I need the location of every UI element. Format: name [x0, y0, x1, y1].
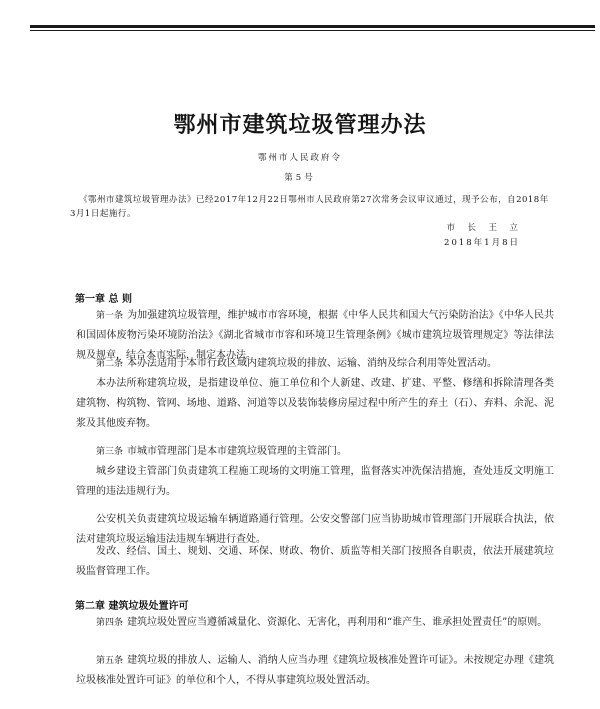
- article-text: 市城市管理部门是本市建筑垃圾管理的主管部门。: [127, 446, 348, 457]
- paragraph: 公安机关负责建筑垃圾运输车辆道路通行管理。公安交警部门应当协助城市管理部门开展联合执法，依法对建筑垃圾运输违法违规车辆进行查处。: [76, 514, 554, 545]
- article-text: 本办法适用于本市行政区域内建筑垃圾的排放、运输、消纳及综合利用等处置活动。: [127, 358, 498, 369]
- paragraph: 本办法所称建筑垃圾，是指建设单位、施工单位和个人新建、改建、扩建、平整、修缮和拆除清理各类建筑物、构筑物、管网、场地、道路、河道等以及装饰装修房屋过程中所产生的弃土（石）、弃料、余泥、泥浆及其他废弃物。: [76, 378, 554, 429]
- chapter-2-heading: 第二章 建筑垃圾处置许可: [75, 601, 189, 612]
- article-3: [76, 442, 554, 462]
- article-4: [76, 613, 554, 633]
- header-rule-thin: [30, 30, 595, 31]
- document-title: 鄂州市建筑垃圾管理办法: [173, 112, 427, 138]
- issuer: 鄂州市人民政府令: [257, 153, 342, 163]
- order-number: 第5号: [284, 173, 316, 183]
- article-label: 第五条: [96, 656, 124, 666]
- paragraph: 发改、经信、国土、规划、交通、环保、财政、物价、质监等相关部门按照各自职责，依法开展建筑垃圾监督管理工作。: [76, 546, 554, 577]
- article-label: 第三条: [96, 447, 124, 457]
- chapter-1-heading: 第一章 总 则: [75, 294, 132, 305]
- paragraph: 城乡建设主管部门负责建筑工程施工现场的文明施工管理，监督落实冲洗保洁措施，查处违反文明施工管理的违法违规行为。: [76, 466, 554, 497]
- article-label: 第四条: [96, 618, 124, 628]
- article-text: 为加强建筑垃圾管理，维护城市市容环境，根据《中华人民共和国大气污染防治法》《中华人民共和国固体废物污染环境防治法》《湖北省城市市容和环境卫生管理条例》《城市建筑垃圾管理规定》等法律法规及规章，结合本市实际，制定本办法。: [76, 310, 554, 361]
- signature-mayor: 市 长 王 立: [446, 223, 520, 233]
- article-label: 第一条: [96, 311, 124, 321]
- intro-paragraph: 《鄂州市建筑垃圾管理办法》已经2017年12月22日鄂州市人民政府第27次常务会议审议通过，现予公布，自2018年3月1日起施行。: [70, 195, 549, 219]
- header-rule-thick: [30, 25, 595, 28]
- article-label: 第二条: [96, 359, 124, 369]
- signature-date: 2018年1月8日: [444, 238, 520, 248]
- article-5: [76, 651, 554, 691]
- article-2: [76, 354, 554, 374]
- article-text: 建筑垃圾处置应当遵循减量化、资源化、无害化，再利用和“谁产生、谁承担处置责任”的原则。: [127, 617, 548, 628]
- article-text: 建筑垃圾的排放人、运输人、消纳人应当办理《建筑垃圾核准处置许可证》。未按规定办理《建筑垃圾核准处置许可证》的单位和个人，不得从事建筑垃圾处置活动。: [76, 655, 554, 686]
